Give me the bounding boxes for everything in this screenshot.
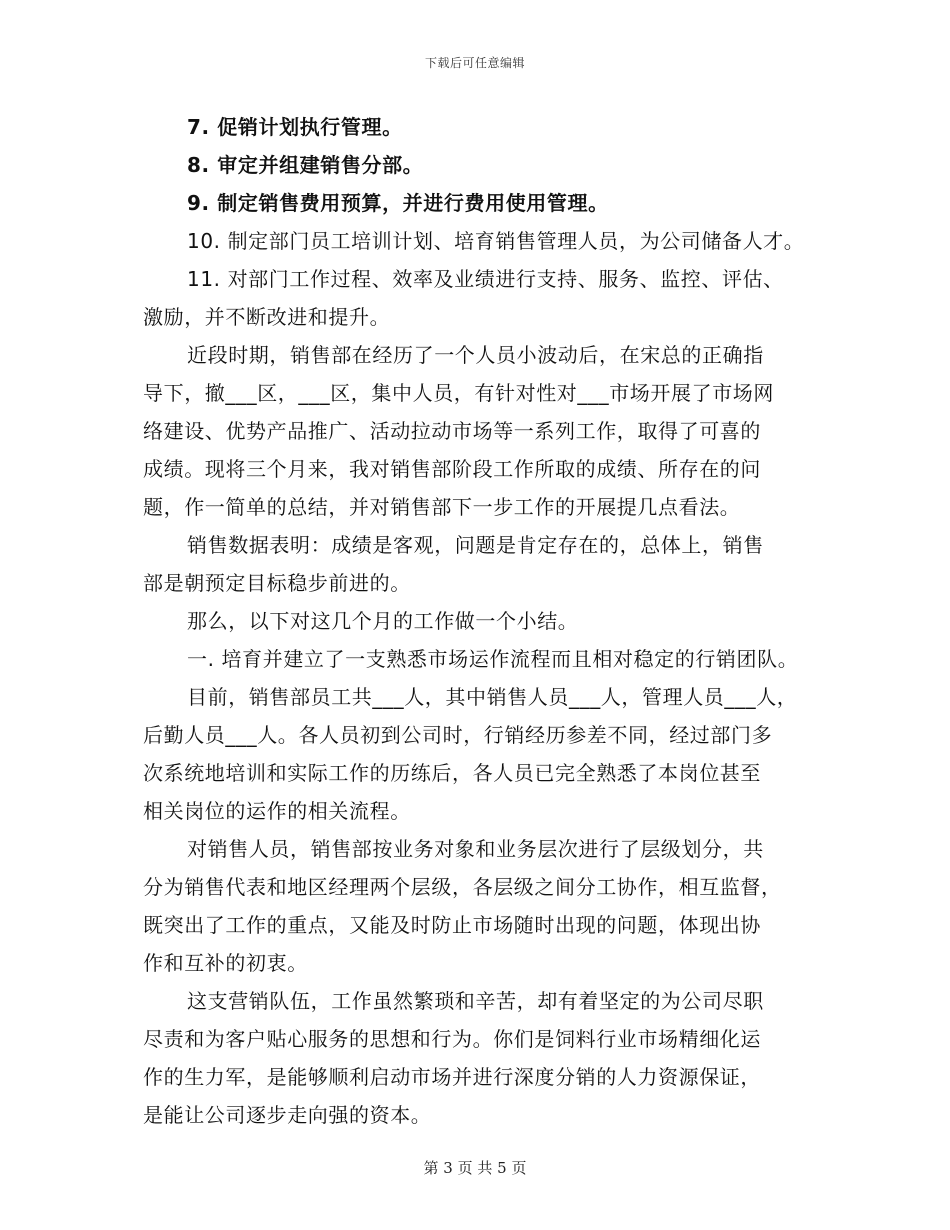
- page-number: 第 3 页 共 5 页: [423, 1159, 527, 1177]
- text-line: 激励，并不断改进和提升。: [143, 305, 391, 329]
- text-line: 9. 制定销售费用预算，并进行费用使用管理。: [187, 191, 609, 215]
- text-line: 作的生力军，是能够顺利启动市场并进行深度分销的人力资源保证，: [143, 1065, 761, 1089]
- text-line: 一. 培育并建立了一支熟悉市场运作流程而且相对稳定的行销团队。: [187, 647, 799, 671]
- text-line: 对销售人员，销售部按业务对象和业务层次进行了层级划分，共: [187, 837, 764, 861]
- text-line: 11. 对部门工作过程、效率及业绩进行支持、服务、监控、评估、: [187, 267, 784, 291]
- document-body: [143, 108, 833, 1134]
- text-line: 8. 审定并组建销售分部。: [187, 153, 424, 177]
- text-line: 目前，销售部员工共___人，其中销售人员___人，管理人员___人，: [187, 685, 798, 709]
- text-line: 分为销售代表和地区经理两个层级，各层级之间分工协作，相互监督，: [143, 875, 782, 899]
- text-line: 题，作一简单的总结，并对销售部下一步工作的开展提几点看法。: [143, 495, 741, 519]
- text-line: 成绩。现将三个月来，我对销售部阶段工作所取的成绩、所存在的问: [143, 457, 761, 481]
- text-line: 部是朝预定目标稳步前进的。: [143, 571, 411, 595]
- text-line: 次系统地培训和实际工作的历练后，各人员已完全熟悉了本岗位甚至: [143, 761, 761, 785]
- text-line: 尽责和为客户贴心服务的思想和行为。你们是饲料行业市场精细化运: [143, 1027, 761, 1051]
- text-line: 10. 制定部门员工培训计划、培育销售管理人员，为公司储备人才。: [187, 229, 805, 253]
- text-line: 销售数据表明：成绩是客观，问题是肯定存在的，总体上，销售: [187, 533, 764, 557]
- text-line: 既突出了工作的重点，又能及时防止市场随时出现的问题，体现出协: [143, 913, 761, 937]
- text-line: 是能让公司逐步走向强的资本。: [143, 1103, 432, 1127]
- text-line: 近段时期，销售部在经历了一个人员小波动后，在宋总的正确指: [187, 343, 764, 367]
- text-line: 后勤人员___人。各人员初到公司时，行销经历参差不同，经过部门多: [143, 723, 773, 747]
- text-line: 7. 促销计划执行管理。: [187, 115, 403, 139]
- text-line: 相关岗位的运作的相关流程。: [143, 799, 411, 823]
- text-line: 导下，撤___区，___区，集中人员，有针对性对___市场开展了市场网: [143, 381, 774, 405]
- header-note: 下载后可任意编辑: [424, 56, 525, 70]
- text-line: 这支营销队伍，工作虽然繁琐和辛苦，却有着坚定的为公司尽职: [187, 989, 764, 1013]
- text-line: 络建设、优势产品推广、活动拉动市场等一系列工作，取得了可喜的: [143, 419, 761, 443]
- text-line: 作和互补的初衷。: [143, 951, 308, 975]
- text-line: 那么，以下对这几个月的工作做一个小结。: [187, 609, 579, 633]
